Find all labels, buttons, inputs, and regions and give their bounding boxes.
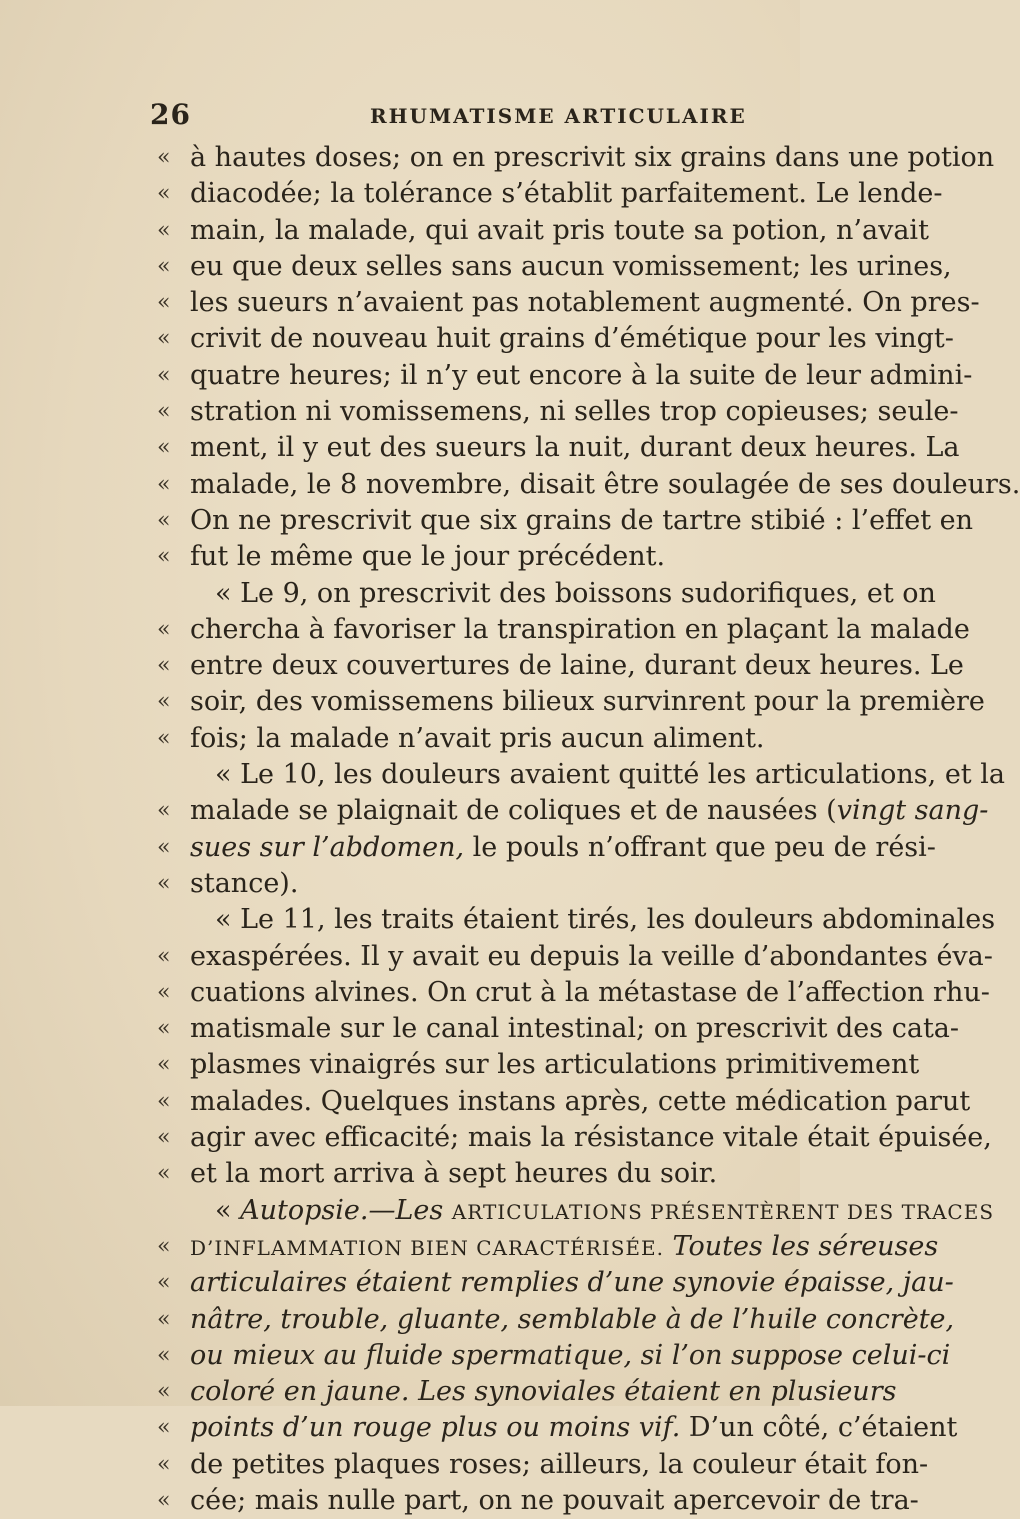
text-line: « main, la malade, qui avait pris toute sa potion, n’avait (165, 213, 785, 249)
text-line: « plasmes vinaigrés sur les articulations primitivement (165, 1047, 785, 1083)
small-caps-text: ARTICULATIONS PRÉSENTÈRENT DES TRACES (451, 1199, 995, 1224)
text-line: « cuations alvines. On crut à la métastase de l’affection rhu- (165, 975, 785, 1011)
text-line: « stration ni vomissemens, ni selles trop copieuses; seule- (165, 394, 785, 430)
text-line: « eu que deux selles sans aucun vomissement; les urines, (165, 249, 785, 285)
text-line: « malades. Quelques instans après, cette médication parut (165, 1084, 785, 1120)
text-line: « ment, il y eut des sueurs la nuit, durant deux heures. La (165, 430, 785, 466)
text-line: « nâtre, trouble, gluante, semblable à de l’huile concrète, (165, 1302, 785, 1338)
text-line: « fut le même que le jour précédent. (165, 539, 785, 575)
quote-mark: « (157, 471, 171, 497)
running-title: RHUMATISME ARTICULAIRE (370, 104, 747, 128)
text-line: « quatre heures; il n’y eut encore à la suite de leur admini- (165, 358, 785, 394)
paragraph-start: « Le 10, les douleurs avaient quitté les articulations, et la (215, 759, 1005, 791)
text-line: « chercha à favoriser la transpiration en plaçant la malade (165, 612, 785, 648)
quote-mark: « (157, 1451, 171, 1477)
quote-mark: « (157, 399, 171, 425)
quote-mark: « (157, 1233, 171, 1259)
quote-mark: « (157, 834, 171, 860)
text-line: « coloré en jaune. Les synoviales étaient en plusieurs (165, 1374, 785, 1410)
running-head (150, 98, 760, 138)
quote-mark: « (157, 507, 171, 533)
text-line: « sues sur l’abdomen, le pouls n’offrant que peu de rési- (165, 830, 785, 866)
quote-mark: « (157, 725, 171, 751)
quote-mark: « (157, 798, 171, 824)
quote-mark: « (157, 1487, 171, 1513)
quote-mark: « (157, 1052, 171, 1078)
text-line: « de petites plaques roses; ailleurs, la couleur était fon- (165, 1447, 785, 1483)
text-line: « fois; la malade n’avait pris aucun aliment. (165, 721, 785, 757)
quote-mark: « (157, 217, 171, 243)
text-line: « points d’un rouge plus ou moins vif. D’un côté, c’étaient (165, 1410, 785, 1446)
text-line: « cée; mais nulle part, on ne pouvait apercevoir de tra- (165, 1483, 785, 1519)
text-line: « soir, des vomissemens bilieux survinrent pour la première (165, 684, 785, 720)
quote-mark: « (157, 1342, 171, 1368)
quote-mark: « (157, 1016, 171, 1042)
quote-mark: « (157, 653, 171, 679)
text-line: « diacodée; la tolérance s’établit parfaitement. Le lende- (165, 176, 785, 212)
text-line: « les sueurs n’avaient pas notablement augmenté. On pres- (165, 285, 785, 321)
quote-mark: « (157, 181, 171, 207)
italic-text: vingt sang- (836, 795, 989, 827)
quote-mark: « (157, 290, 171, 316)
quote-mark: « (157, 145, 171, 170)
quote-mark: « (157, 689, 171, 715)
text-line: « agir avec efficacité; mais la résistance vitale était épuisée, (165, 1120, 785, 1156)
text-line: « à hautes doses; on en prescrivit six grains dans une potion (165, 140, 785, 176)
text-line: « et la mort arriva à sept heures du soir. (165, 1156, 785, 1192)
page-number: 26 (150, 98, 191, 131)
text-line: « malade, le 8 novembre, disait être soulagée de ses douleurs. (165, 467, 785, 503)
quote-mark: « (157, 616, 171, 642)
quote-mark: « (157, 1088, 171, 1114)
text-line: « stance). (165, 866, 785, 902)
italic-text: Toutes les séreuses (663, 1230, 939, 1262)
italic-text: points d’un rouge plus ou moins vif. (190, 1412, 681, 1444)
quote-mark: « (157, 435, 171, 461)
italic-text: sues sur l’abdomen, (190, 831, 465, 863)
quote-mark: « (157, 1161, 171, 1187)
quote-mark: « (157, 1379, 171, 1405)
paragraph-start: « Le 9, on prescrivit des boissons sudorifiques, et on (215, 577, 936, 609)
text-line: « crivit de nouveau huit grains d’émétique pour les vingt- (165, 321, 785, 357)
text-line (157, 1229, 939, 1265)
paragraph-start: « Le 11, les traits étaient tirés, les douleurs abdominales (215, 904, 996, 936)
quote-mark: « (157, 544, 171, 570)
paragraph-start: « Autopsie.—Les ARTICULATIONS PRÉSENTÈRENT DES TRACES (215, 1194, 995, 1226)
quote-mark: « (157, 1270, 171, 1296)
quote-mark: « (157, 362, 171, 388)
italic-text: Autopsie.—Les (240, 1194, 452, 1226)
quote-mark: « (157, 943, 171, 969)
quote-mark: « (157, 253, 171, 279)
body-text (157, 140, 1020, 1519)
text-line: « On ne prescrivit que six grains de tartre stibié : l’effet en (165, 503, 785, 539)
quote-mark: « (157, 326, 171, 352)
quote-mark: « (157, 1306, 171, 1332)
text-line: « matismale sur le canal intestinal; on prescrivit des cata- (165, 1011, 785, 1047)
text-line: « entre deux couvertures de laine, durant deux heures. Le (165, 648, 785, 684)
text-line: « malade se plaignait de coliques et de nausées (vingt sang- (165, 793, 785, 829)
quote-mark: « (157, 870, 171, 896)
small-caps-text: D’INFLAMMATION BIEN CARACTÉRISÉE. (190, 1235, 664, 1260)
text-line: « exaspérées. Il y avait eu depuis la veille d’abondantes éva- (165, 939, 785, 975)
quote-mark: « (157, 1125, 171, 1151)
quote-mark: « (157, 979, 171, 1005)
text-line: « ou mieux au fluide spermatique, si l’on suppose celui-ci (165, 1338, 785, 1374)
quote-mark: « (157, 1415, 171, 1441)
text-line: « articulaires étaient remplies d’une synovie épaisse, jau- (165, 1265, 785, 1301)
